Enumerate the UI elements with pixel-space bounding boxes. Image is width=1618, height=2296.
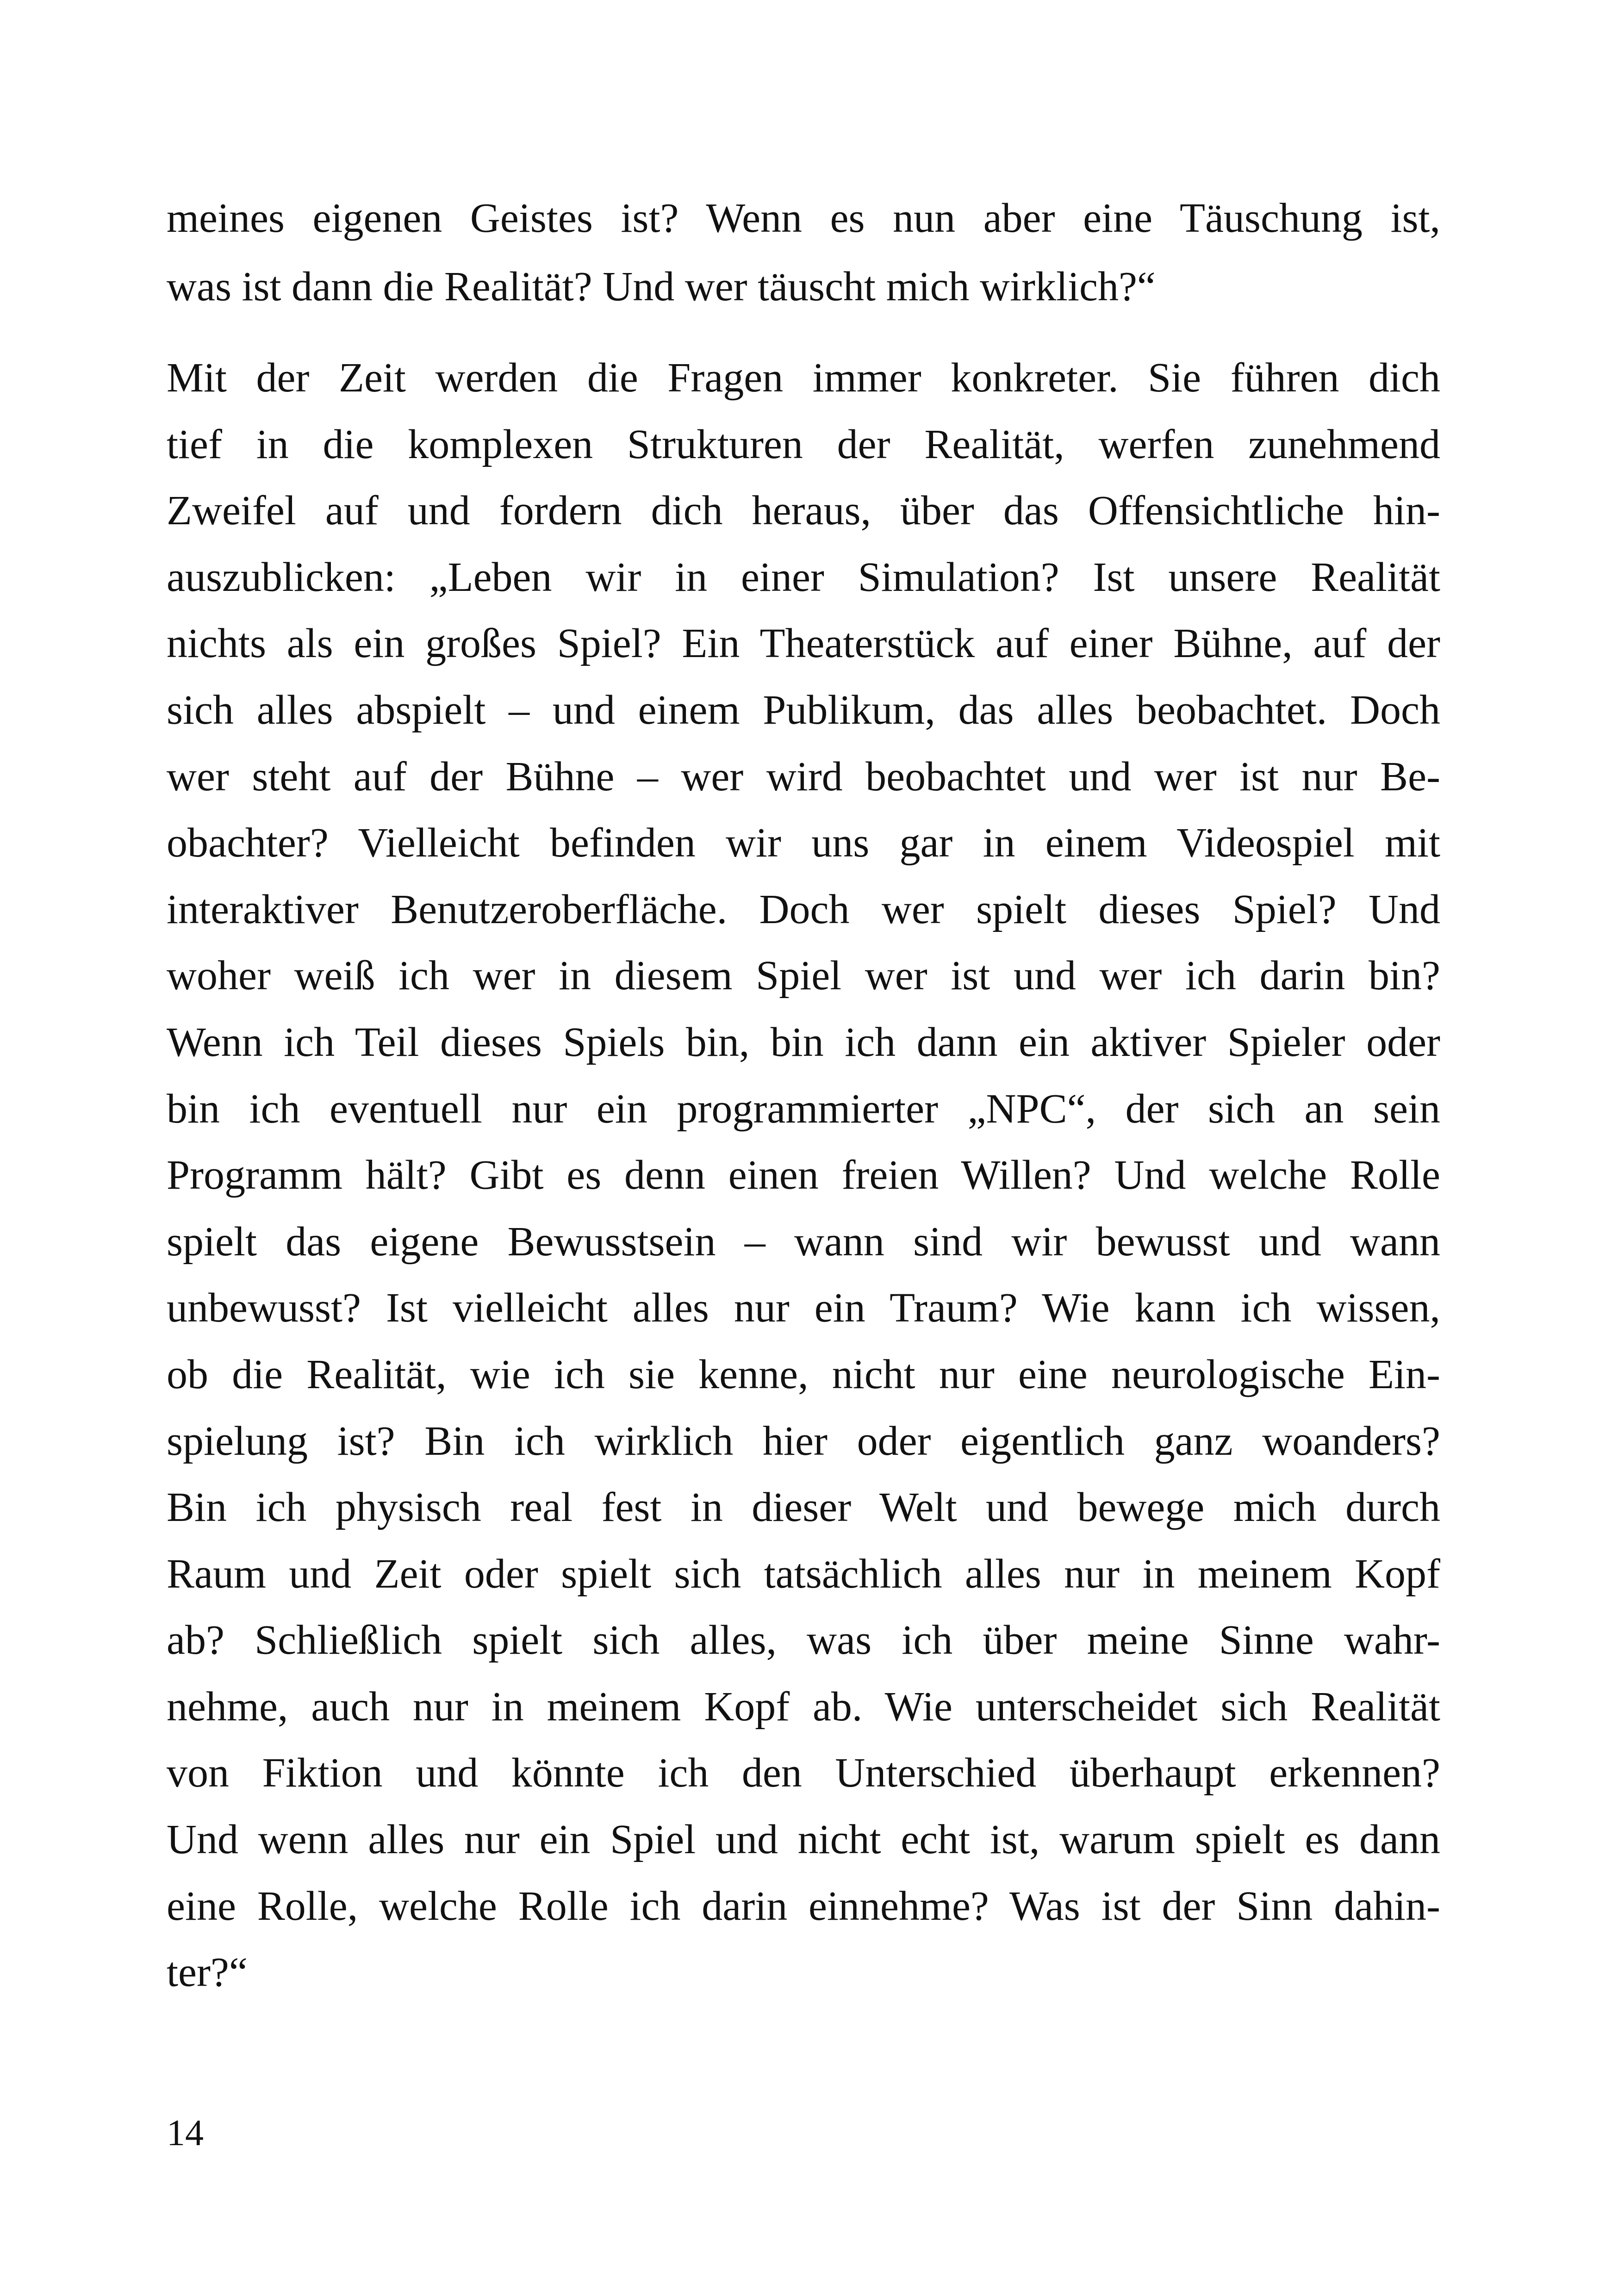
text-line: unbewusst? Ist vielleicht alles nur ein Traum? Wie kann ich wissen, — [167, 1285, 1440, 1331]
text-line: meines eigenen Geistes ist? Wenn es nun aber eine Täuschung ist, — [167, 195, 1440, 241]
text-line: Mit der Zeit werden die Fragen immer konkreter. Sie führen dich — [167, 355, 1440, 401]
text-line: Wenn ich Teil dieses Spiels bin, bin ich dann ein aktiver Spieler oder — [167, 1019, 1440, 1065]
page-number: 14 — [167, 2113, 204, 2153]
text-line: ab? Schließlich spielt sich alles, was ich über meine Sinne wahr- — [167, 1617, 1440, 1663]
text-line: ob die Realität, wie ich sie kenne, nicht nur eine neurologische Ein- — [167, 1351, 1440, 1397]
text-line: wer steht auf der Bühne – wer wird beobachtet und wer ist nur Be- — [167, 753, 1440, 800]
paragraph-1 — [167, 184, 1440, 321]
text-line: interaktiver Benutzeroberfläche. Doch wer spielt dieses Spiel? Und — [167, 886, 1440, 932]
paragraph-2 — [167, 345, 1440, 2006]
text-line: nehme, auch nur in meinem Kopf ab. Wie unterscheidet sich Realität — [167, 1683, 1440, 1730]
text-line: Zweifel auf und fordern dich heraus, über das Offensichtliche hin- — [167, 488, 1440, 534]
text-line: spielt das eigene Bewusstsein – wann sind wir bewusst und wann — [167, 1218, 1440, 1265]
text-line: Und wenn alles nur ein Spiel und nicht echt ist, warum spielt es dann — [167, 1817, 1440, 1863]
text-line: Programm hält? Gibt es denn einen freien Willen? Und welche Rolle — [167, 1152, 1440, 1198]
text-line: obachter? Vielleicht befinden wir uns gar in einem Videospiel mit — [167, 820, 1440, 866]
text-line: bin ich eventuell nur ein programmierter „NPC“, der sich an sein — [167, 1086, 1440, 1132]
text-line: eine Rolle, welche Rolle ich darin einnehme? Was ist der Sinn dahin- — [167, 1883, 1440, 1929]
text-line: spielung ist? Bin ich wirklich hier oder eigentlich ganz woanders? — [167, 1418, 1440, 1464]
text-line: sich alles abspielt – und einem Publikum, das alles beobachtet. Doch — [167, 687, 1440, 733]
text-line: Raum und Zeit oder spielt sich tatsächlich alles nur in meinem Kopf — [167, 1551, 1440, 1597]
text-line: woher weiß ich wer in diesem Spiel wer ist und wer ich darin bin? — [167, 953, 1440, 999]
text-line: von Fiktion und könnte ich den Unterschied überhaupt erkennen? — [167, 1750, 1440, 1796]
text-line: was ist dann die Realität? Und wer täuscht mich wirklich?“ — [167, 264, 1156, 310]
text-line: auszublicken: „Leben wir in einer Simulation? Ist unsere Realität — [167, 554, 1440, 600]
text-line: nichts als ein großes Spiel? Ein Theaterstück auf einer Bühne, auf der — [167, 621, 1440, 667]
text-line: tief in die komplexen Strukturen der Realität, werfen zunehmend — [167, 421, 1440, 467]
text-line: Bin ich physisch real fest in dieser Welt und bewege mich durch — [167, 1484, 1440, 1531]
text-line: ter?“ — [167, 1949, 248, 1996]
